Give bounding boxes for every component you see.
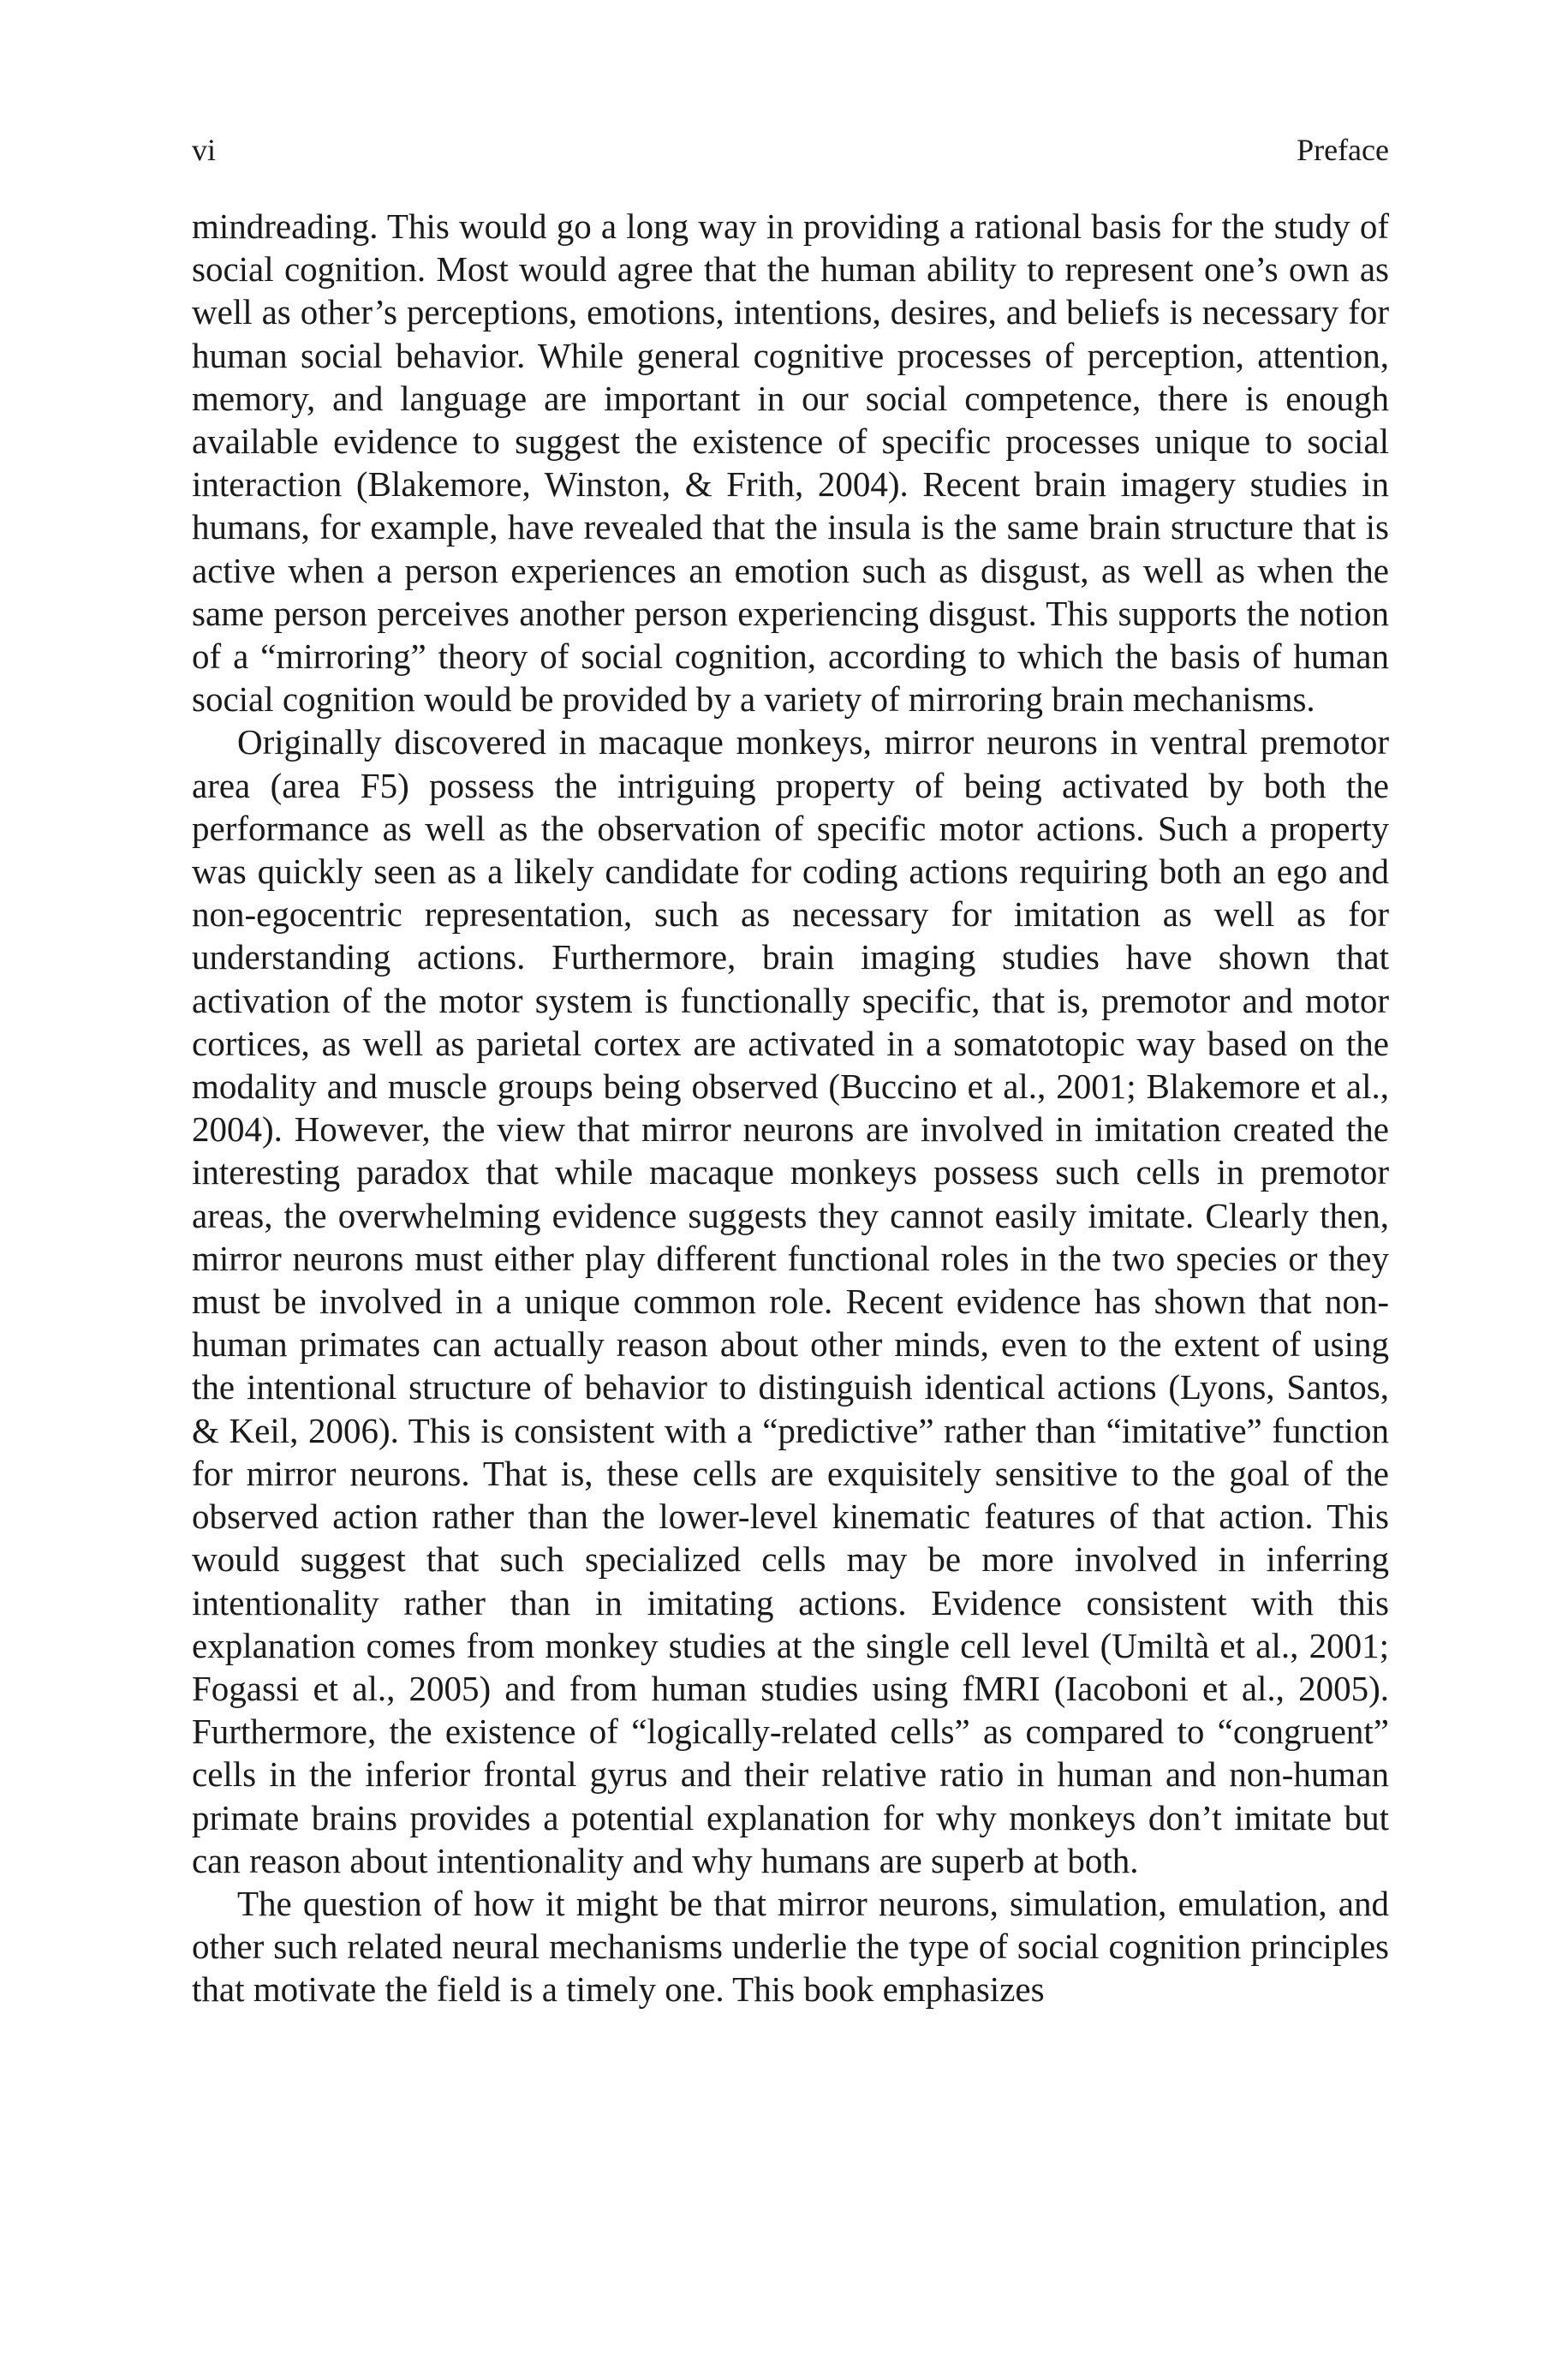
body-text — [192, 205, 1389, 2011]
book-page — [192, 0, 1389, 2378]
paragraph-book-emphasis: The question of how it might be that mirror neurons, simulation, emulation, and other such related neural mechanisms underlie the type of social cognition principles that motivate the field is a timely one. This book emphasizes — [192, 1883, 1389, 2010]
running-head — [192, 128, 1389, 171]
chapter-title: Preface — [1297, 133, 1389, 167]
page-number: vi — [192, 133, 217, 167]
paragraph-mirror-neurons: Originally discovered in macaque monkeys, mirror neurons in ventral premotor area (area F5) possess the intriguing property of being activated by both the performance as well as the observation of specific motor actions. Such a property was quickly seen as a likely candidate for coding actions requiring both an ego and non-egocentric representation, such as necessary for imitation as well as for understanding actions. Furthermore, brain imaging studies have shown that activation of the motor system is functionally specific, that is, premotor and motor cortices, as well as parietal cortex are activated in a somatotopic way based on the modality and muscle groups being observed (Buccino et al., 2001; Blakemore et al., 2004). However, the view that mirror neurons are involved in imitation created the interesting paradox that while macaque monkeys possess such cells in premotor areas, the overwhelming evidence suggests they cannot easily imitate. Clearly then, mirror neurons must either play different functional roles in the two species or they must be involved in a unique common role. Recent evidence has shown that non-human primates can actually reason about other minds, even to the extent of using the intentional structure of behavior to distinguish identical actions (Lyons, Santos, & Keil, 2006). This is consistent with a “predictive” rather than “imitative” function for mirror neurons. That is, these cells are exquisitely sensitive to the goal of the observed action rather than the lower-level kinematic features of that action. This would suggest that such specialized cells may be more involved in inferring intentionality rather than in imitating actions. Evidence consistent with this explanation comes from monkey studies at the single cell level (Umiltà et al., 2001; Fogassi et al., 2005) and from human studies using fMRI (Iacoboni et al., 2005). Furthermore, the existence of “logically-related cells” as compared to “congruent” cells in the inferior frontal gyrus and their relative ratio in human and non-human primate brains provides a potential explanation for why monkeys don’t imitate but can reason about intentionality and why humans are superb at both. — [192, 722, 1389, 1880]
paragraph-continued: mindreading. This would go a long way in providing a rational basis for the study of social cognition. Most would agree that the human ability to represent one’s own as well as other’s perceptions, emotions, intentions, desires, and beliefs is necessary for human social behavior. While general cognitive processes of perception, attention, memory, and language are important in our social competence, there is enough available evidence to suggest the existence of specific processes unique to social interaction (Blakemore, Winston, & Frith, 2004). Recent brain imagery studies in humans, for example, have revealed that the insula is the same brain structure that is active when a person experiences an emotion such as disgust, as well as when the same person perceives another person experiencing disgust. This supports the notion of a “mirroring” theory of social cognition, according to which the basis of human social cognition would be provided by a variety of mirroring brain mechanisms. — [192, 206, 1389, 720]
